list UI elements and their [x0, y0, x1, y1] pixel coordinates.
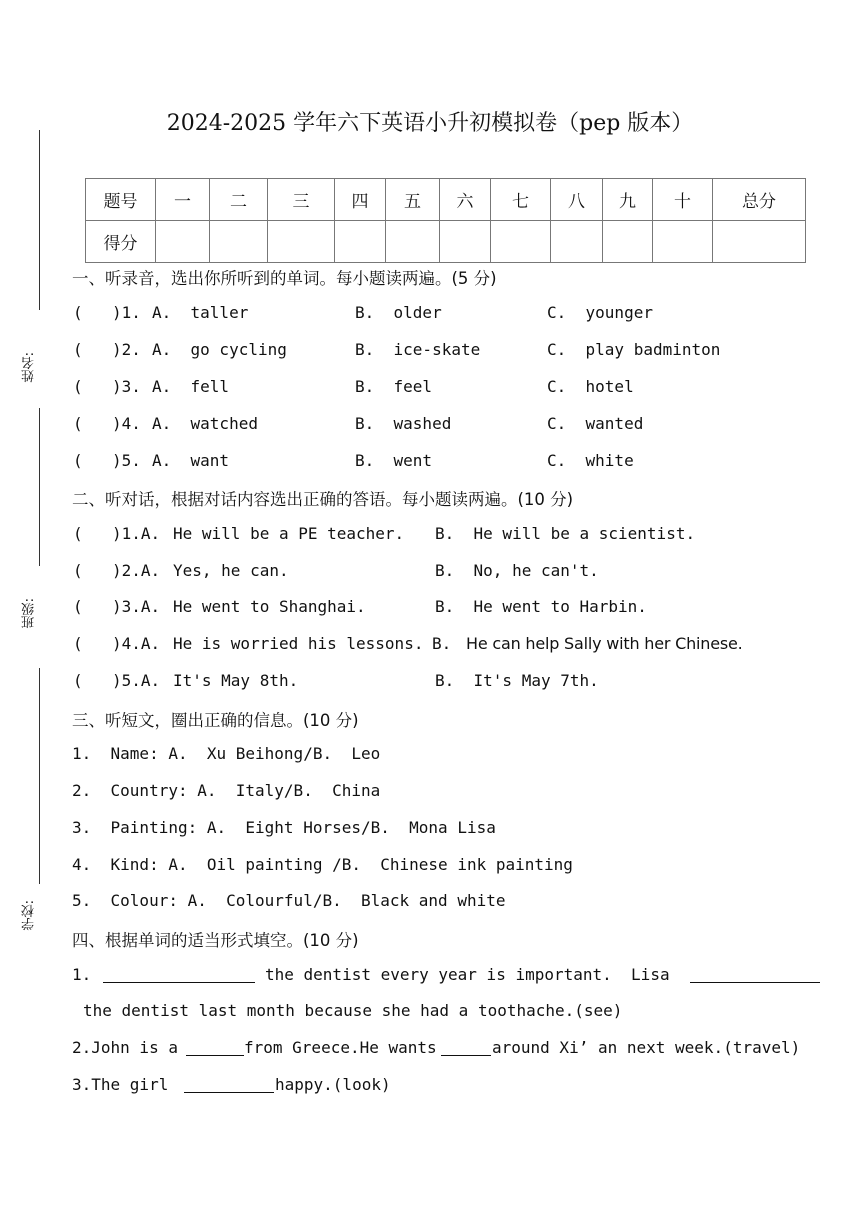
option-b: B. He went to Harbin. — [435, 597, 647, 616]
option-b: B. feel — [355, 377, 433, 396]
score-cell[interactable] — [335, 221, 386, 263]
binding-line-top — [39, 130, 40, 310]
option-b: B. It's May 7th. — [435, 671, 599, 690]
section2-heading: 二、听对话，根据对话内容选出正确的答语。每小题读两遍。(10 分) — [72, 490, 574, 509]
score-table-score-row — [86, 221, 806, 263]
item-number: )4. — [112, 414, 141, 433]
score-cell[interactable] — [210, 221, 268, 263]
item-number: )5.A. — [112, 671, 161, 690]
option-a: It's May 8th. — [173, 671, 299, 690]
option-c: C. wanted — [547, 414, 644, 433]
option-b: B. washed — [355, 414, 452, 433]
answer-blank[interactable] — [690, 968, 820, 983]
class-label: 班级: — [22, 598, 37, 629]
header-cell: 七 — [491, 179, 551, 221]
answer-bracket[interactable]: ( — [73, 340, 83, 359]
section1-heading: 一、听录音，选出你所听到的单词。每小题读两遍。(5 分) — [72, 269, 497, 288]
answer-blank[interactable] — [186, 1041, 244, 1056]
option-b: B. — [432, 634, 452, 653]
score-table-header-row — [86, 179, 806, 221]
option-b-text: He can help Sally with her Chinese. — [466, 634, 743, 653]
header-cell: 一 — [156, 179, 210, 221]
answer-bracket[interactable]: ( — [73, 414, 83, 433]
section3-item: 2. Country: A. Italy/B. China — [72, 781, 381, 800]
option-a: He will be a PE teacher. — [173, 524, 405, 543]
option-b: B. older — [355, 303, 442, 322]
option-c: C. younger — [547, 303, 653, 322]
answer-bracket[interactable]: ( — [73, 561, 83, 580]
answer-bracket[interactable]: ( — [73, 597, 83, 616]
score-row-label: 得分 — [86, 221, 156, 263]
option-c: C. play badminton — [547, 340, 721, 359]
section4-heading: 四、根据单词的适当形式填空。(10 分) — [72, 931, 359, 950]
header-cell: 十 — [653, 179, 713, 221]
option-a: He went to Shanghai. — [173, 597, 366, 616]
item-number: )5. — [112, 451, 141, 470]
option-b: B. He will be a scientist. — [435, 524, 696, 543]
question-text: 3.The girl — [72, 1075, 178, 1094]
item-number: )4.A. — [112, 634, 161, 653]
binding-line-mid — [39, 408, 40, 566]
score-table — [85, 178, 806, 263]
item-number: )2. — [112, 340, 141, 359]
name-label: 姓名: — [22, 352, 37, 383]
question-number: 1. — [72, 965, 92, 984]
option-a: Yes, he can. — [173, 561, 289, 580]
score-cell[interactable] — [440, 221, 491, 263]
score-cell[interactable] — [268, 221, 335, 263]
header-cell: 总分 — [713, 179, 806, 221]
option-a: A. watched — [152, 414, 258, 433]
header-cell: 三 — [268, 179, 335, 221]
header-cell: 五 — [386, 179, 440, 221]
score-cell[interactable] — [386, 221, 440, 263]
question-text: from Greece.He wants — [244, 1038, 437, 1057]
header-cell: 题号 — [86, 179, 156, 221]
section3-item: 4. Kind: A. Oil painting /B. Chinese ink painting — [72, 855, 573, 874]
question-text: happy.(look) — [275, 1075, 391, 1094]
question-text: 2.John is a — [72, 1038, 178, 1057]
question-text: the dentist every year is important. Lisa — [265, 965, 670, 984]
score-cell[interactable] — [551, 221, 603, 263]
option-c: C. hotel — [547, 377, 634, 396]
section3-heading: 三、听短文，圈出正确的信息。(10 分) — [72, 711, 359, 730]
page-title: 2024-2025 学年六下英语小升初模拟卷（pep 版本） — [166, 111, 694, 136]
item-number: )3. — [112, 377, 141, 396]
score-cell[interactable] — [713, 221, 806, 263]
answer-bracket[interactable]: ( — [73, 377, 83, 396]
item-number: )1. — [112, 303, 141, 322]
binding-line-bottom — [39, 668, 40, 884]
section3-item: 1. Name: A. Xu Beihong/B. Leo — [72, 744, 381, 763]
option-a: A. fell — [152, 377, 230, 396]
score-cell[interactable] — [156, 221, 210, 263]
option-a: A. want — [152, 451, 230, 470]
answer-blank[interactable] — [441, 1041, 491, 1056]
score-cell[interactable] — [603, 221, 653, 263]
header-cell: 六 — [440, 179, 491, 221]
answer-bracket[interactable]: ( — [73, 303, 83, 322]
header-cell: 九 — [603, 179, 653, 221]
section3-item: 5. Colour: A. Colourful/B. Black and white — [72, 891, 506, 910]
answer-bracket[interactable]: ( — [73, 671, 83, 690]
answer-blank[interactable] — [184, 1078, 274, 1093]
option-b: B. No, he can't. — [435, 561, 599, 580]
answer-bracket[interactable]: ( — [73, 524, 83, 543]
header-cell: 二 — [210, 179, 268, 221]
score-cell[interactable] — [491, 221, 551, 263]
answer-blank[interactable] — [103, 968, 255, 983]
score-cell[interactable] — [653, 221, 713, 263]
option-b: B. went — [355, 451, 433, 470]
item-number: )2.A. — [112, 561, 161, 580]
option-c: C. white — [547, 451, 634, 470]
option-b: B. ice-skate — [355, 340, 481, 359]
question-text: the dentist last month because she had a toothache.(see) — [83, 1001, 623, 1020]
option-a: A. taller — [152, 303, 249, 322]
header-cell: 四 — [335, 179, 386, 221]
section3-item: 3. Painting: A. Eight Horses/B. Mona Lisa — [72, 818, 496, 837]
item-number: )3.A. — [112, 597, 161, 616]
answer-bracket[interactable]: ( — [73, 634, 83, 653]
school-label: 学校: — [22, 900, 37, 931]
question-text: around Xi’ an next week.(travel) — [492, 1038, 801, 1057]
answer-bracket[interactable]: ( — [73, 451, 83, 470]
header-cell: 八 — [551, 179, 603, 221]
item-number: )1.A. — [112, 524, 161, 543]
option-a: A. go cycling — [152, 340, 287, 359]
option-a: He is worried his lessons. — [173, 634, 424, 653]
